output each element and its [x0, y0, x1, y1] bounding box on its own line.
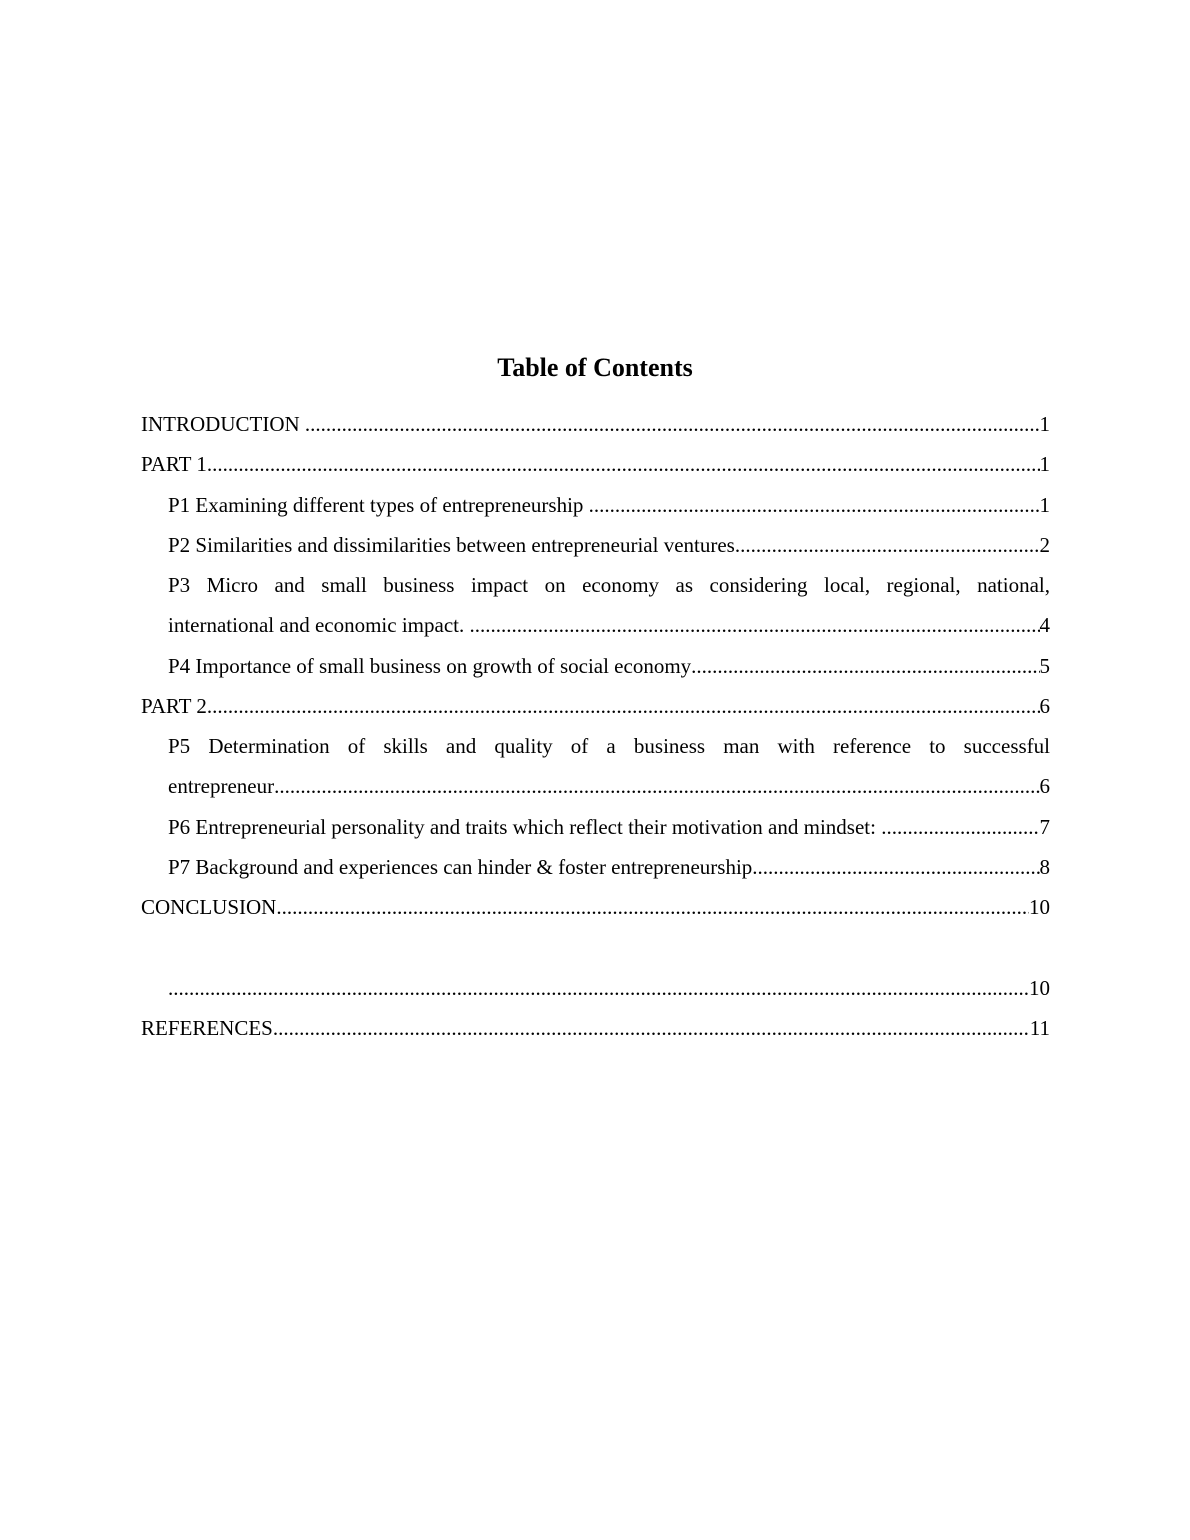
toc-entry-p7[interactable] [168, 847, 1050, 887]
toc-entry-p5[interactable] [168, 726, 1050, 806]
toc-entry-text: international and economic impact. [168, 613, 470, 637]
toc-page-number: 6 [1039, 694, 1050, 718]
toc-page-number: 7 [1039, 815, 1050, 839]
toc-entry-text-line1: P3 Micro and small business impact on economy as considering local, regional, national, [168, 573, 1050, 597]
dot-leader [469, 605, 1039, 645]
toc-page-number: 1 [1039, 412, 1050, 436]
toc-page-number: 5 [1039, 654, 1050, 678]
toc-entry-untitled[interactable] [168, 968, 1050, 1008]
dot-leader [168, 968, 1029, 1008]
toc-entry-text: P1 Examining different types of entrepreneurship [168, 493, 589, 517]
dot-leader [752, 847, 1039, 887]
dot-leader [273, 1008, 1030, 1048]
dot-leader [276, 887, 1029, 927]
toc-entry-text-line1: P5 Determination of skills and quality of a business man with reference to successful [168, 734, 1050, 758]
dot-leader [207, 444, 1040, 484]
toc-entry-text: entrepreneur [168, 774, 275, 798]
toc-entry-text: P4 Importance of small business on growth of social economy [168, 654, 692, 678]
toc-page-number: 10 [1029, 895, 1050, 919]
toc-entry-text: P7 Background and experiences can hinder & foster entrepreneurship [168, 855, 753, 879]
toc-page-number: 8 [1039, 855, 1050, 879]
toc-entry-p3[interactable] [168, 565, 1050, 645]
dot-leader [735, 525, 1040, 565]
dot-leader [207, 686, 1040, 726]
dot-leader [274, 766, 1039, 806]
toc-entry-text: PART 2 [141, 694, 207, 718]
toc-entry-text: PART 1 [141, 452, 207, 476]
toc-page-number: 2 [1039, 533, 1050, 557]
toc-entry-text: INTRODUCTION [141, 412, 305, 436]
toc-entry-text: CONCLUSION [141, 895, 277, 919]
toc-entry-text: P6 Entrepreneurial personality and traits which reflect their motivation and mindset: [168, 815, 882, 839]
dot-leader [691, 646, 1039, 686]
toc-page-number: 6 [1039, 774, 1050, 798]
dot-leader [881, 807, 1039, 847]
toc-entry-conclusion[interactable] [141, 887, 1050, 927]
toc-entry-introduction[interactable] [141, 404, 1050, 444]
toc-page-number: 4 [1039, 613, 1050, 637]
toc-entry-text: P2 Similarities and dissimilarities between entrepreneurial ventures [168, 533, 735, 557]
toc-entry-part-2[interactable] [141, 686, 1050, 726]
toc-entry-p6[interactable] [168, 807, 1050, 847]
toc-page-number: 11 [1029, 1016, 1050, 1040]
toc-entry-references[interactable] [141, 1008, 1050, 1048]
toc-entry-text: REFERENCES [141, 1016, 273, 1040]
toc-entry-p4[interactable] [168, 646, 1050, 686]
toc-title: Table of Contents [497, 353, 693, 382]
toc-page-number: 10 [1029, 976, 1050, 1000]
dot-leader [589, 485, 1040, 525]
toc-entry-part-1[interactable] [141, 444, 1050, 484]
toc-page-number: 1 [1039, 452, 1050, 476]
toc-entry-p1[interactable] [168, 485, 1050, 525]
toc-entry-p2[interactable] [168, 525, 1050, 565]
dot-leader [305, 404, 1040, 444]
toc-page-number: 1 [1039, 493, 1050, 517]
